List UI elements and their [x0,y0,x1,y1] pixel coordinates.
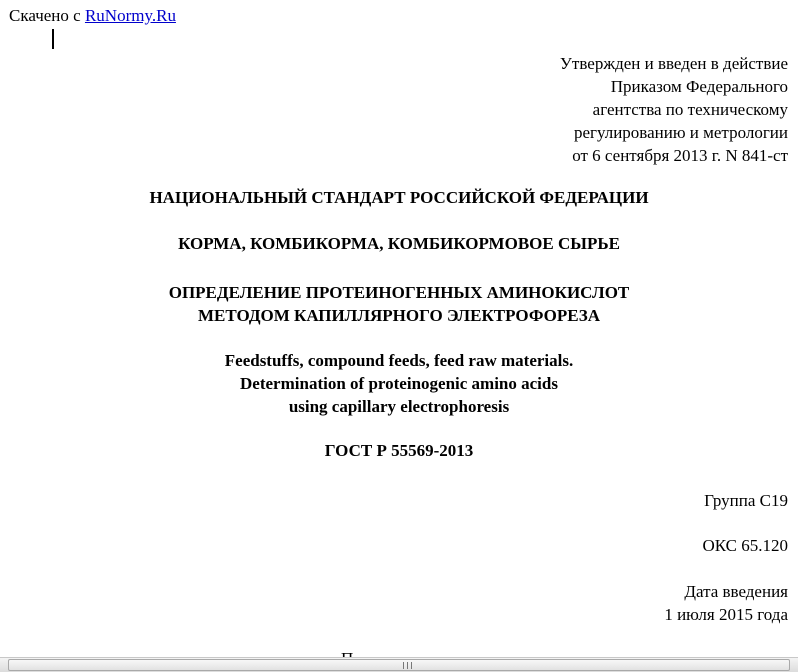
english-title [0,349,798,418]
subject-heading: КОРМА, КОМБИКОРМА, КОМБИКОРМОВОЕ СЫРЬЕ [178,234,620,253]
standard-code: ГОСТ Р 55569-2013 [324,441,474,460]
approval-line: Утвержден и введен в действие [559,54,788,73]
effective-date [664,580,788,626]
english-title-line: using capillary electrophoresis [288,397,510,416]
method-heading-line: ОПРЕДЕЛЕНИЕ ПРОТЕИНОГЕННЫХ АМИНОКИСЛОТ [168,283,630,302]
method-heading-line: МЕТОДОМ КАПИЛЛЯРНОГО ЭЛЕКТРОФОРЕЗА [197,306,601,325]
scrollbar-thumb[interactable] [8,659,790,671]
effective-date-value: 1 июля 2015 года [664,605,788,624]
approval-line: регулированию и метрологии [573,123,788,142]
grip-lines-icon [403,662,412,669]
approval-line: агентства по техническому [592,100,788,119]
approval-line: от 6 сентября 2013 г. N 841-ст [572,146,788,165]
english-title-line: Determination of proteinogenic amino acids [240,374,558,393]
oks-label: ОКС 65.120 [702,536,788,555]
effective-date-label: Дата введения [684,582,788,601]
english-title-line: Feedstuffs, compound feeds, feed raw materials. [224,351,574,370]
approval-line: Приказом Федерального [610,77,788,96]
source-line [9,6,176,26]
standard-heading: НАЦИОНАЛЬНЫЙ СТАНДАРТ РОССИЙСКОЙ ФЕДЕРАЦИИ [149,188,649,207]
group-label: Группа С19 [704,491,788,510]
method-heading [0,281,798,327]
horizontal-scrollbar[interactable] [0,657,798,672]
source-link[interactable]: RuNormy.Ru [84,6,176,25]
source-prefix: Скачено с [9,6,85,25]
text-cursor [52,29,54,49]
approval-block [560,52,788,167]
